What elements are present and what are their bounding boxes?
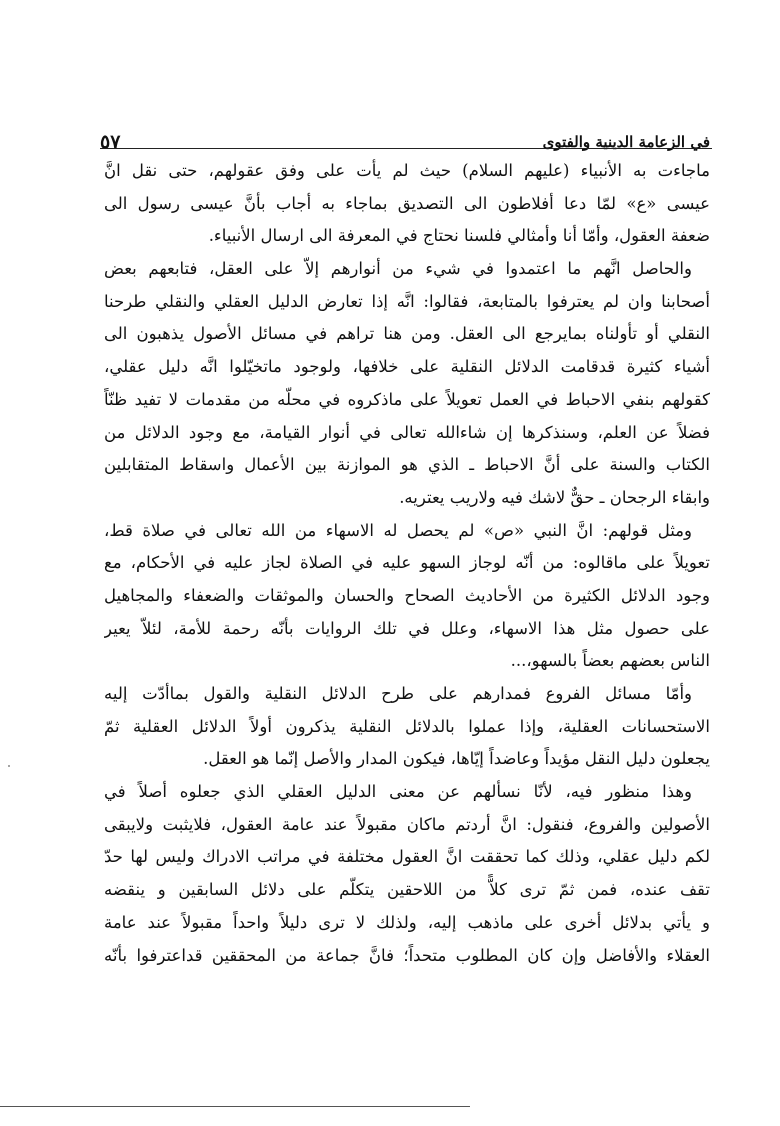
text-line: عيسى «ع» لمّا دعا أفلاطون الى التصديق بماجاء به أجاب بأنَّ عيسى رسول الى (104, 193, 710, 213)
text-line: النقلي أو تأولناه بمايرجع الى العقل. ومن هنا تراهم في مسائل الأصول يذهبون الى (104, 324, 710, 344)
paragraph (104, 678, 710, 776)
text-line: ماجاءت به الأنبياء (عليهم السلام) حيث لم يأت على وفق عقولهم، حتى نقل انَّ (104, 161, 710, 180)
text-line: وجود الدلائل الكثيرة من الأحاديث الصحاح والحسان والموثقات والضعفاء والمجاهيل (104, 585, 710, 605)
text-line: أصحابنا وان لم يعترفوا بالمتابعة، فقالوا: انَّه إذا تعارض الدليل العقلي والنقلي طرحنا (104, 291, 710, 311)
margin-speck (8, 765, 10, 767)
paragraph (104, 253, 710, 515)
paragraph (104, 776, 710, 972)
header-rule (100, 148, 712, 149)
running-title: في الزعامة الدينية والفتوى (542, 133, 710, 151)
text-line: لكم دليل عقلي، وذلك كما تحققت انَّ العقول مختلفة في مراتب الادراك وليس لها حدّ (104, 847, 710, 867)
body-text (104, 155, 710, 972)
text-line: تعويلاً على ماقالوه: من أنّه لوجاز السهو عليه في الصلاة لجاز عليه في الأحكام، مع (104, 553, 710, 573)
text-line: ومثل قولهم: انَّ النبي «ص» لم يحصل له الاسهاء من الله تعالى في صلاة قط، (104, 520, 692, 540)
text-line: تقف عنده، فمن ثمّ ترى كلاًّ من اللاحقين يتكلّم على دلائل السابقين و ينقضه (104, 880, 710, 900)
text-line: الاستحسانات العقلية، وإذا عملوا بالدلائل النقلية يذكرون أولاً الدلائل العقلية ثمّ (104, 716, 710, 736)
text-line: ضعفة العقول، وأمّا أنا وأمثالي فلسنا نحتاج في المعرفة الى ارسال الأنبياء. (208, 226, 710, 246)
text-line: و يأتي بدلائل أخرى على ماذهب إليه، ولذلك لا ترى دليلاً واحداً مقبولاً عند عامة (104, 912, 710, 932)
page-header (100, 118, 710, 152)
bottom-edge-rule (0, 1106, 470, 1107)
text-line: العقلاء والأفاضل وإن كان المطلوب متحداً؛ فانَّ جماعة من المحققين قداعترفوا بأنّه (104, 945, 710, 965)
text-line: الأصولين والفروع، فنقول: انَّ أردتم ماكان مقبولاً عند عامة العقول، فلايثبت ولايبقى (104, 814, 710, 834)
text-line: كقولهم بنفي الاحباط في العمل تعويلاً على ماذكروه في محلّه من مقدمات لا تفيد ظنّاً (104, 389, 710, 409)
page-number: ٥٧ (100, 131, 121, 153)
text-line: على حصول مثل هذا الاسهاء، وعلل في تلك الروايات بأنّه رحمة للأمة، لئلاّ يعير (104, 618, 710, 638)
text-line: وهذا منظور فيه، لأنّا نسألهم عن معنى الدليل العقلي الذي جعلوه أصلاً في (104, 782, 692, 802)
paragraph (104, 515, 710, 678)
text-line: أشياء كثيرة قدقامت الدلائل النقلية على خلافها، ولوجود ماتخيّلوا انَّه دليل عقلي، (104, 357, 710, 377)
text-line: الناس بعضهم بعضاً بالسهو،... (510, 651, 710, 671)
text-line: وأمّا مسائل الفروع فمدارهم على طرح الدلائل النقلية والقول بماأدّت إليه (104, 684, 692, 703)
text-line: فضلاً عن العلم، وسنذكرها إن شاءالله تعالى في أنوار القيامة، مع وجود الدلائل من (104, 422, 710, 442)
text-line: والحاصل انَّهم ما اعتمدوا في شيء من أنوارهم إلاّ على العقل، فتابعهم بعض (104, 259, 692, 279)
text-line: الكتاب والسنة على أنَّ الاحباط ـ الذي هو الموازنة بين الأعمال واسقاط المتقابلين (104, 455, 710, 475)
text-line: وابقاء الرجحان ـ حقٌّ لاشك فيه ولاريب يعتريه. (399, 487, 710, 507)
text-line: يجعلون دليل النقل مؤيداً وعاضداً إيّاها، فيكون المدار والأصل إنّما هو العقل. (203, 749, 710, 769)
paragraph (104, 155, 710, 253)
